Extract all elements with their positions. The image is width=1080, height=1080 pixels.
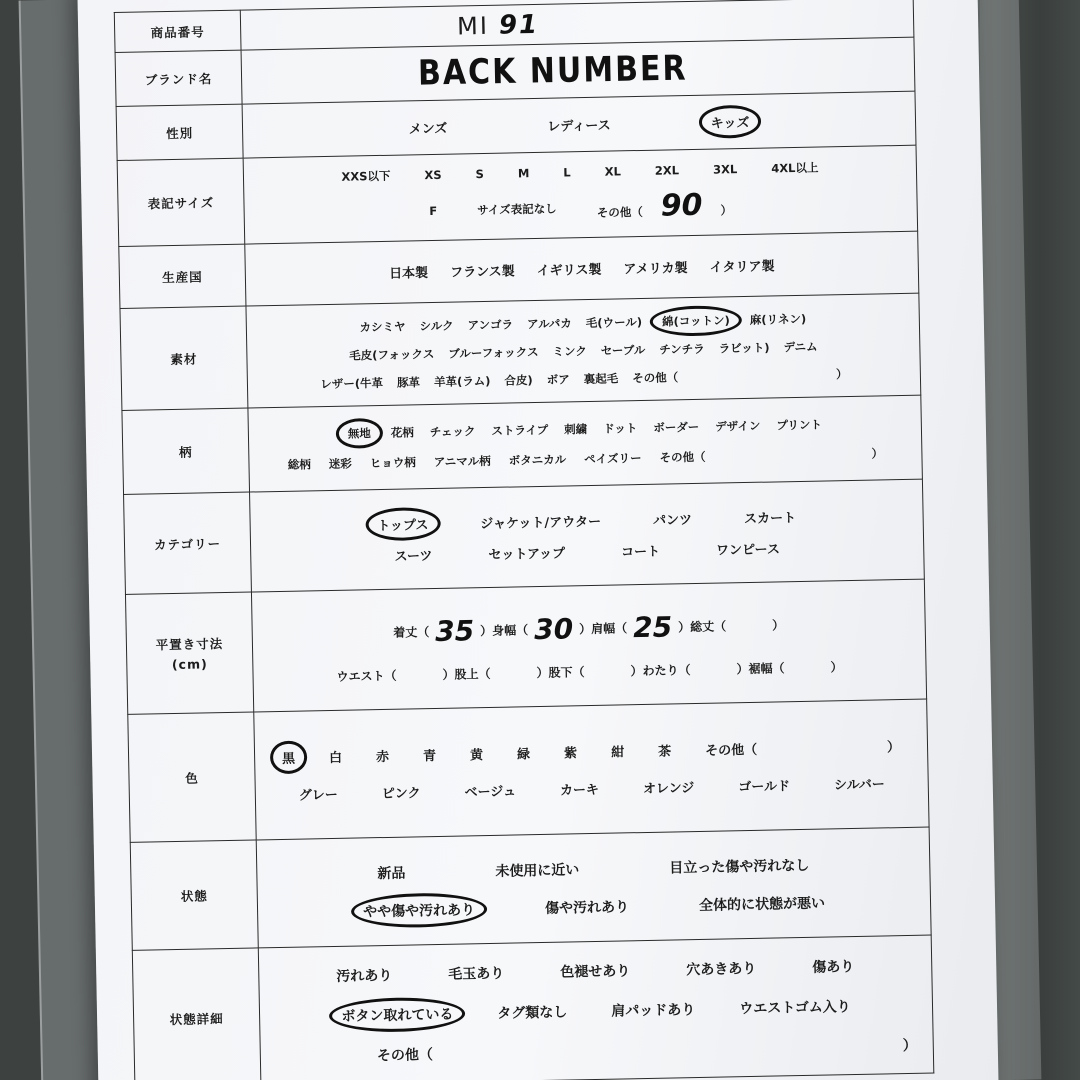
size-xl[interactable]: XL	[604, 164, 621, 179]
material-brushed[interactable]: 裏起毛	[583, 370, 619, 386]
pattern-design[interactable]: デザイン	[715, 418, 761, 434]
pattern-print[interactable]: プリント	[776, 417, 823, 432]
material-denim[interactable]: デニム	[783, 339, 818, 354]
measure-length-value[interactable]: 35	[434, 613, 475, 648]
pattern-dot[interactable]: ドット	[603, 420, 638, 436]
detail-elastic-waist[interactable]: ウエストゴム入り	[739, 998, 851, 1017]
color-other[interactable]: その他（	[704, 742, 758, 759]
material-leather-cow[interactable]: レザー(牛革	[320, 375, 384, 391]
category-pants[interactable]: パンツ	[652, 512, 693, 529]
country-italy[interactable]: イタリア製	[709, 259, 775, 276]
measure-waist-blank[interactable]	[397, 674, 443, 675]
material-pig[interactable]: 豚革	[396, 374, 421, 390]
measure-hem-close: ）	[830, 659, 843, 674]
measure-shoulder-value[interactable]: 25	[632, 609, 673, 644]
measure-width-label: ）身幅（	[480, 622, 529, 638]
material-linen[interactable]: 麻(リネン)	[749, 311, 807, 327]
measure-waist-label: ウエスト（	[336, 668, 397, 684]
material-other-close: ）	[835, 366, 848, 381]
row-color	[128, 699, 929, 842]
country-usa[interactable]: アメリカ製	[623, 261, 688, 278]
label-size: 表記サイズ	[117, 158, 245, 246]
detail-shoulder-pads[interactable]: 肩パッドあり	[611, 1001, 696, 1020]
color-green[interactable]: 緑	[516, 746, 531, 762]
color-gray[interactable]: グレー	[298, 787, 338, 804]
label-product-code: 商品番号	[114, 10, 241, 52]
color-orange[interactable]: オレンジ	[642, 780, 695, 797]
measure-width-value[interactable]: 30	[533, 611, 574, 646]
material-alpaca[interactable]: アルパカ	[526, 315, 572, 331]
size-xxs[interactable]: XXS以下	[341, 168, 391, 184]
size-xs[interactable]: XS	[424, 167, 442, 183]
row-material	[120, 293, 921, 410]
option-mens[interactable]: メンズ	[408, 121, 448, 138]
row-condition-detail	[132, 935, 934, 1080]
brand-handwritten: BACK NUMBER	[417, 48, 688, 94]
color-purple[interactable]: 紫	[563, 745, 578, 762]
measure-shoulder-label: ）肩幅（	[579, 620, 628, 636]
label-country: 生産国	[119, 244, 246, 308]
condition-like-new[interactable]: 未使用に近い	[495, 861, 580, 880]
label-condition: 状態	[130, 840, 258, 950]
label-color: 色	[128, 712, 256, 842]
product-code-handwritten: 91	[498, 9, 540, 41]
country-uk[interactable]: イギリス製	[536, 262, 602, 279]
measure-hem-blank[interactable]	[785, 666, 831, 667]
measure-inseam-label: ）股下（	[536, 664, 585, 680]
row-measurements	[125, 579, 926, 714]
category-suit[interactable]: スーツ	[394, 548, 433, 565]
label-measurements: 平置き寸法	[155, 636, 224, 653]
measure-hem-label: ）裾幅（	[736, 660, 785, 676]
label-gender: 性別	[116, 104, 243, 160]
pattern-leopard[interactable]: ヒョウ柄	[369, 454, 416, 470]
material-silk[interactable]: シルク	[419, 318, 454, 333]
detail-holes[interactable]: 穴あきあり	[686, 960, 757, 978]
size-m[interactable]: M	[517, 166, 530, 181]
label-pattern: 柄	[122, 408, 250, 494]
pattern-embroidery[interactable]: 刺繍	[564, 421, 588, 436]
measure-length-label: 着丈（	[393, 624, 430, 640]
row-condition	[130, 827, 931, 950]
size-s[interactable]: S	[475, 166, 485, 182]
condition-some-damage-circled[interactable]: やや傷や汚れあり	[363, 899, 475, 921]
size-3xl[interactable]: 3XL	[712, 162, 738, 177]
material-lamb[interactable]: 羊革(ラム)	[433, 373, 491, 389]
row-size	[117, 145, 918, 246]
pattern-stripe[interactable]: ストライプ	[491, 422, 549, 438]
label-brand: ブランド名	[115, 50, 242, 106]
material-cotton-circled[interactable]: 綿(コットン)	[661, 312, 730, 329]
measure-rise-label: ）股上（	[442, 666, 491, 682]
measure-thigh-label: ）わたり（	[630, 662, 691, 678]
row-pattern	[122, 395, 922, 494]
detail-button-missing-circled[interactable]: ボタン取れている	[341, 1003, 453, 1025]
category-coat[interactable]: コート	[620, 544, 661, 560]
label-material: 素材	[120, 306, 248, 410]
color-white[interactable]: 白	[328, 750, 343, 766]
color-pink[interactable]: ピンク	[381, 785, 421, 802]
detail-other-close: ）	[902, 1037, 917, 1054]
size-other-handwritten: 90	[660, 187, 703, 224]
color-red[interactable]: 赤	[375, 749, 390, 765]
pattern-border[interactable]: ボーダー	[653, 419, 700, 435]
detail-fading[interactable]: 色褪せあり	[560, 962, 631, 981]
color-yellow[interactable]: 黄	[469, 747, 484, 763]
color-other-close: ）	[886, 739, 901, 755]
material-fur-fox[interactable]: 毛皮(フォックス	[349, 346, 435, 363]
row-category	[124, 479, 925, 594]
detail-pilling[interactable]: 毛玉あり	[448, 965, 505, 983]
label-condition-detail: 状態詳細	[132, 948, 261, 1080]
color-navy[interactable]: 紺	[610, 744, 625, 761]
material-angora[interactable]: アンゴラ	[467, 316, 514, 332]
material-wool[interactable]: 毛(ウール)	[585, 314, 643, 330]
measure-rise-blank[interactable]	[491, 672, 537, 673]
color-khaki[interactable]: カーキ	[559, 782, 600, 799]
pattern-floral[interactable]: 花柄	[390, 424, 414, 440]
material-boa[interactable]: ボア	[546, 371, 570, 387]
size-other-open: その他（	[596, 204, 643, 220]
detail-stains[interactable]: 汚れあり	[336, 967, 393, 985]
pattern-camo[interactable]: 迷彩	[328, 456, 352, 471]
option-ladies[interactable]: レディース	[547, 118, 611, 135]
pattern-other-close: ）	[871, 445, 884, 461]
condition-damaged[interactable]: 傷や汚れあり	[544, 898, 630, 917]
size-2xl[interactable]: 2XL	[654, 163, 680, 178]
label-category: カテゴリー	[124, 492, 252, 594]
condition-poor[interactable]: 全体的に状態が悪い	[698, 895, 826, 914]
color-gold[interactable]: ゴールド	[738, 778, 791, 795]
size-no-label[interactable]: サイズ表記なし	[477, 201, 557, 217]
label-measurements-unit: (cm)	[171, 656, 208, 673]
material-cashmere[interactable]: カシミヤ	[359, 319, 406, 334]
material-synthetic-leather[interactable]: 合皮)	[504, 372, 533, 388]
material-chinchilla[interactable]: チンチラ	[659, 341, 705, 357]
option-kids-circled[interactable]: キッズ	[710, 112, 749, 132]
measure-thigh-blank[interactable]	[691, 668, 737, 669]
product-form-sheet	[77, 0, 998, 1080]
color-silver[interactable]: シルバー	[833, 776, 885, 793]
product-info-table	[114, 0, 935, 1080]
pattern-paisley[interactable]: ペイズリー	[584, 450, 642, 466]
color-blue[interactable]: 青	[422, 748, 437, 764]
pattern-check[interactable]: チェック	[429, 423, 476, 439]
measure-total-close: ）	[772, 617, 785, 633]
category-skirt[interactable]: スカート	[743, 510, 797, 527]
material-sable[interactable]: セーブル	[600, 342, 646, 358]
pattern-botanical[interactable]: ボタニカル	[508, 451, 567, 468]
pattern-solid-circled[interactable]: 無地	[347, 425, 371, 441]
detail-other[interactable]: その他（	[376, 1046, 434, 1064]
material-mink[interactable]: ミンク	[552, 343, 587, 359]
material-other[interactable]: その他（	[631, 369, 679, 385]
country-japan[interactable]: 日本製	[388, 266, 429, 282]
pattern-allover[interactable]: 総柄	[287, 456, 311, 472]
measure-inseam-blank[interactable]	[585, 670, 631, 671]
detail-other-blank[interactable]	[433, 1045, 903, 1054]
detail-scratches[interactable]: 傷あり	[812, 958, 855, 976]
size-other-close: ）	[720, 203, 733, 218]
condition-new[interactable]: 新品	[377, 865, 406, 882]
category-tops-circled[interactable]: トップス	[377, 514, 428, 534]
size-l[interactable]: L	[563, 165, 571, 180]
category-onepiece[interactable]: ワンピース	[715, 541, 781, 559]
measure-total-label: ）総丈（	[678, 618, 727, 634]
color-black-circled[interactable]: 黒	[282, 747, 295, 766]
material-rabbit[interactable]: ラビット)	[718, 340, 770, 355]
country-france[interactable]: フランス製	[449, 264, 515, 281]
product-code-prefix: MI	[456, 11, 490, 40]
pattern-other[interactable]: その他（	[659, 449, 706, 465]
size-4xl[interactable]: 4XL以上	[771, 160, 819, 176]
category-jacket[interactable]: ジャケット/アウター	[480, 514, 602, 532]
category-setup[interactable]: セットアップ	[488, 545, 566, 563]
condition-no-noticeable-damage[interactable]: 目立った傷や汚れなし	[669, 857, 810, 877]
color-beige[interactable]: ベージュ	[464, 783, 517, 800]
color-brown[interactable]: 茶	[657, 743, 672, 760]
pattern-animal[interactable]: アニマル柄	[433, 453, 491, 469]
size-f[interactable]: F	[429, 203, 438, 218]
material-blue-fox[interactable]: ブルーフォックス	[448, 344, 539, 361]
detail-no-tags[interactable]: タグ類なし	[497, 1004, 568, 1022]
